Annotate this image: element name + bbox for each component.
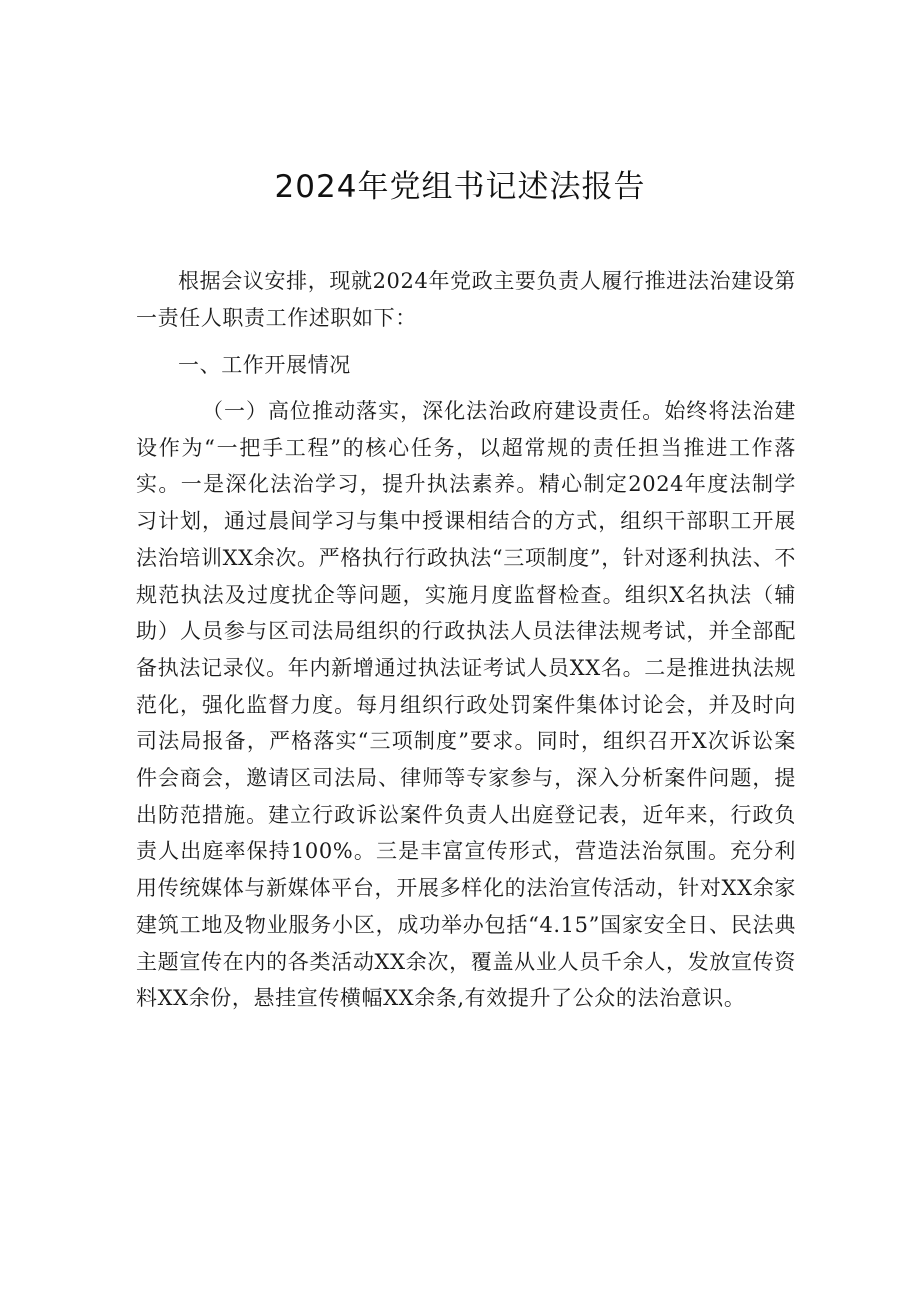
- intro-paragraph: 根据会议安排，现就2024年党政主要负责人履行推进法治建设第一责任人职责工作述职如下：: [136, 269, 796, 330]
- section-paragraph: （一）高位推动落实，深化法治政府建设责任。始终将法治建设作为“一把手工程”的核心任务，以超常规的责任担当推进工作落实。一是深化法治学习，提升执法素养。精心制定2024年度法制学习计划，通过晨间学习与集中授课相结合的方式，组织干部职工开展法治培训XX余次。严格执行行政执法“三项制度”，针对逐利执法、不规范执法及过度扰企等问题，实施月度监督检查。组织X名执法（辅助）人员参与区司法局组织的行政执法人员法律法规考试，并全部配备执法记录仪。年内新增通过执法证考试人员XX名。二是推进执法规范化，强化监督力度。每月组织行政处罚案件集体讨论会，并及时向司法局报备，严格落实“三项制度”要求。同时，组织召开X次诉讼案件会商会，邀请区司法局、律师等专家参与，深入分析案件问题，提出防范措施。建立行政诉讼案件负责人出庭登记表，近年来，行政负责人出庭率保持100%。三是丰富宣传形式，营造法治氛围。充分利用传统媒体与新媒体平台，开展多样化的法治宣传活动，针对XX余家建筑工地及物业服务小区，成功举办包括“4.15”国家安全日、民法典主题宣传在内的各类活动XX余次，覆盖从业人员千余人，发放宣传资料XX余份，悬挂宣传横幅XX余条,有效提升了公众的法治意识。: [136, 399, 796, 1011]
- document-title: 2024年党组书记述法报告: [274, 169, 646, 205]
- section-heading: 一、工作开展情况: [178, 353, 351, 377]
